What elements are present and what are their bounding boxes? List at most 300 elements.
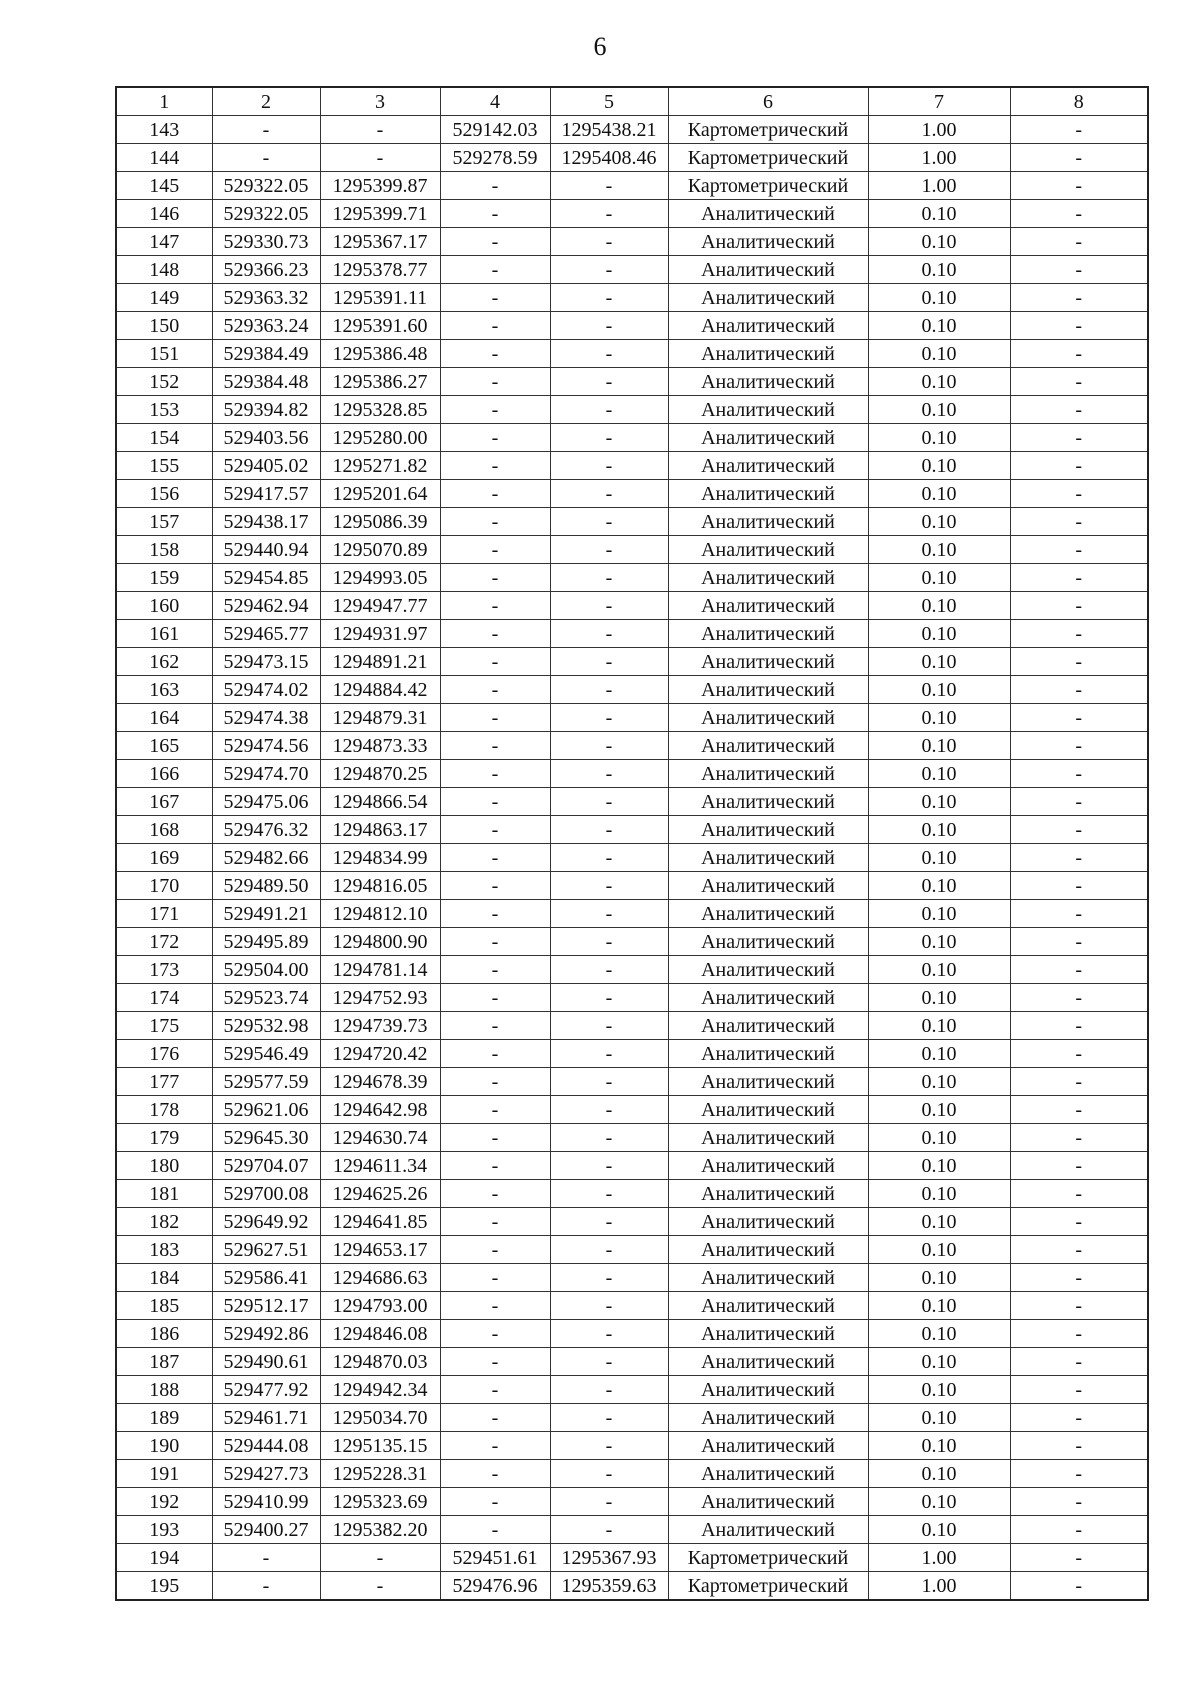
table-cell: - [1010, 676, 1148, 704]
table-row [116, 536, 1148, 564]
table-cell: 0.10 [868, 1096, 1010, 1124]
table-cell: 0.10 [868, 452, 1010, 480]
table-cell: - [1010, 1152, 1148, 1180]
table-cell: 148 [116, 256, 212, 284]
table-cell: 154 [116, 424, 212, 452]
table-cell: 529474.56 [212, 732, 320, 760]
table-cell: 1295323.69 [320, 1488, 440, 1516]
table-row [116, 564, 1148, 592]
table-cell: - [440, 900, 550, 928]
table-cell: Аналитический [668, 1264, 868, 1292]
table-cell: - [440, 1180, 550, 1208]
table-cell: 0.10 [868, 844, 1010, 872]
table-cell: - [440, 1404, 550, 1432]
table-cell: - [550, 704, 668, 732]
table-cell: 529384.48 [212, 368, 320, 396]
table-cell: Аналитический [668, 312, 868, 340]
table-cell: 177 [116, 1068, 212, 1096]
table-cell: 529475.06 [212, 788, 320, 816]
table-cell: 529504.00 [212, 956, 320, 984]
table-cell: - [212, 1572, 320, 1601]
table-cell: Аналитический [668, 1124, 868, 1152]
table-cell: - [1010, 760, 1148, 788]
table-cell: - [1010, 480, 1148, 508]
table-cell: 529400.27 [212, 1516, 320, 1544]
table-cell: 1.00 [868, 172, 1010, 200]
table-row [116, 1236, 1148, 1264]
table-cell: 0.10 [868, 1348, 1010, 1376]
table-cell: 175 [116, 1012, 212, 1040]
table-cell: - [440, 368, 550, 396]
table-cell: - [440, 1264, 550, 1292]
column-header: 7 [868, 87, 1010, 116]
table-cell: 0.10 [868, 480, 1010, 508]
table-cell: 0.10 [868, 984, 1010, 1012]
table-cell: - [550, 536, 668, 564]
table-cell: Аналитический [668, 424, 868, 452]
table-cell: - [1010, 1544, 1148, 1572]
table-cell: - [550, 788, 668, 816]
table-cell: 1295228.31 [320, 1460, 440, 1488]
table-cell: - [550, 284, 668, 312]
table-cell: - [1010, 340, 1148, 368]
table-cell: 529278.59 [440, 144, 550, 172]
table-cell: - [1010, 1460, 1148, 1488]
table-cell: 1.00 [868, 1572, 1010, 1601]
table-cell: 0.10 [868, 256, 1010, 284]
table-row [116, 1264, 1148, 1292]
table-cell: - [440, 844, 550, 872]
table-cell: 1295135.15 [320, 1432, 440, 1460]
table-cell: 1294816.05 [320, 872, 440, 900]
table-cell: 187 [116, 1348, 212, 1376]
table-row [116, 1376, 1148, 1404]
table-cell: 529438.17 [212, 508, 320, 536]
table-cell: 1295359.63 [550, 1572, 668, 1601]
table-cell: 0.10 [868, 1068, 1010, 1096]
table-cell: 529410.99 [212, 1488, 320, 1516]
table-cell: - [550, 816, 668, 844]
table-cell: - [1010, 1236, 1148, 1264]
table-cell: 529489.50 [212, 872, 320, 900]
page-number: 6 [593, 32, 607, 61]
table-cell: 1294870.03 [320, 1348, 440, 1376]
table-cell: Аналитический [668, 1180, 868, 1208]
table-cell: 1295386.27 [320, 368, 440, 396]
table-cell: - [550, 396, 668, 424]
table-cell: Аналитический [668, 1376, 868, 1404]
table-cell: 529523.74 [212, 984, 320, 1012]
table-cell: 182 [116, 1208, 212, 1236]
table-cell: - [1010, 1124, 1148, 1152]
table-cell: - [1010, 1180, 1148, 1208]
table-cell: 192 [116, 1488, 212, 1516]
table-cell: 529451.61 [440, 1544, 550, 1572]
table-cell: Аналитический [668, 1404, 868, 1432]
table-cell: 0.10 [868, 620, 1010, 648]
table-cell: Аналитический [668, 396, 868, 424]
table-cell: 1294630.74 [320, 1124, 440, 1152]
table-cell: - [440, 732, 550, 760]
table-cell: Аналитический [668, 592, 868, 620]
table-cell: - [1010, 396, 1148, 424]
table-cell: 1294947.77 [320, 592, 440, 620]
table-row [116, 788, 1148, 816]
table-cell: - [550, 676, 668, 704]
table-cell: - [1010, 1404, 1148, 1432]
table-cell: 0.10 [868, 732, 1010, 760]
table-cell: 174 [116, 984, 212, 1012]
table-row [116, 172, 1148, 200]
table-cell: 0.10 [868, 424, 1010, 452]
table-cell: 1295378.77 [320, 256, 440, 284]
table-cell: - [1010, 732, 1148, 760]
table-cell: 0.10 [868, 928, 1010, 956]
table-cell: - [440, 648, 550, 676]
table-cell: - [1010, 312, 1148, 340]
table-cell: 529577.59 [212, 1068, 320, 1096]
table-cell: Аналитический [668, 620, 868, 648]
table-cell: 1294993.05 [320, 564, 440, 592]
table-row [116, 1572, 1148, 1601]
table-row [116, 480, 1148, 508]
table-row [116, 984, 1148, 1012]
table-cell: - [1010, 620, 1148, 648]
table-cell: 176 [116, 1040, 212, 1068]
table-cell: 149 [116, 284, 212, 312]
table-cell: 1294625.26 [320, 1180, 440, 1208]
table-cell: - [550, 1376, 668, 1404]
table-cell: 0.10 [868, 1236, 1010, 1264]
table-cell: Аналитический [668, 1096, 868, 1124]
table-cell: - [440, 1292, 550, 1320]
table-cell: 161 [116, 620, 212, 648]
table-cell: 0.10 [868, 228, 1010, 256]
table-cell: - [1010, 1096, 1148, 1124]
table-cell: - [550, 172, 668, 200]
table-row [116, 200, 1148, 228]
table-cell: 1295070.89 [320, 536, 440, 564]
table-cell: 1294879.31 [320, 704, 440, 732]
table-row [116, 1516, 1148, 1544]
table-cell: Аналитический [668, 1236, 868, 1264]
table-row [116, 676, 1148, 704]
table-cell: - [440, 1516, 550, 1544]
table-cell: Аналитический [668, 1068, 868, 1096]
table-cell: 150 [116, 312, 212, 340]
table-cell: 529363.32 [212, 284, 320, 312]
table-row [116, 144, 1148, 172]
table-cell: 0.10 [868, 1320, 1010, 1348]
table-cell: - [440, 1348, 550, 1376]
table-cell: 157 [116, 508, 212, 536]
table-cell: - [550, 452, 668, 480]
table-row [116, 732, 1148, 760]
column-header: 6 [668, 87, 868, 116]
table-cell: Аналитический [668, 900, 868, 928]
table-row [116, 284, 1148, 312]
table-cell: - [440, 228, 550, 256]
table-cell: - [550, 1208, 668, 1236]
table-cell: - [550, 1348, 668, 1376]
table-cell: 155 [116, 452, 212, 480]
table-cell: 1295201.64 [320, 480, 440, 508]
table-cell: Аналитический [668, 536, 868, 564]
table-cell: Аналитический [668, 760, 868, 788]
table-cell: - [550, 1040, 668, 1068]
table-cell: - [550, 368, 668, 396]
table-cell: Аналитический [668, 676, 868, 704]
table-cell: - [1010, 1488, 1148, 1516]
table-cell: 1.00 [868, 144, 1010, 172]
table-cell: - [550, 1404, 668, 1432]
table-cell: 193 [116, 1516, 212, 1544]
table-cell: 529476.32 [212, 816, 320, 844]
table-cell: 1294942.34 [320, 1376, 440, 1404]
table-cell: 529363.24 [212, 312, 320, 340]
table-cell: - [550, 732, 668, 760]
table-cell: 181 [116, 1180, 212, 1208]
table-cell: - [440, 676, 550, 704]
table-cell: Картометрический [668, 1572, 868, 1601]
table-cell: - [1010, 1376, 1148, 1404]
table-row [116, 368, 1148, 396]
table-cell: 0.10 [868, 1152, 1010, 1180]
table-cell: - [1010, 704, 1148, 732]
table-cell: - [440, 788, 550, 816]
table-cell: - [1010, 900, 1148, 928]
table-cell: Аналитический [668, 956, 868, 984]
table-cell: 1294720.42 [320, 1040, 440, 1068]
table-cell: Аналитический [668, 340, 868, 368]
table-cell: 144 [116, 144, 212, 172]
table-cell: Аналитический [668, 228, 868, 256]
table-cell: 529384.49 [212, 340, 320, 368]
table-cell: 195 [116, 1572, 212, 1601]
table-cell: - [1010, 1432, 1148, 1460]
table-cell: Аналитический [668, 1460, 868, 1488]
table-cell: - [440, 480, 550, 508]
table-cell: 0.10 [868, 368, 1010, 396]
table-row [116, 956, 1148, 984]
table-cell: 172 [116, 928, 212, 956]
table-cell: - [550, 1516, 668, 1544]
column-header: 3 [320, 87, 440, 116]
table-cell: 1295399.87 [320, 172, 440, 200]
table-cell: - [550, 312, 668, 340]
table-cell: 1295382.20 [320, 1516, 440, 1544]
table-cell: Аналитический [668, 788, 868, 816]
table-cell: - [1010, 1516, 1148, 1544]
table-cell: - [440, 1152, 550, 1180]
table-cell: 1294884.42 [320, 676, 440, 704]
table-cell: 529649.92 [212, 1208, 320, 1236]
table-cell: - [440, 1124, 550, 1152]
table-cell: 0.10 [868, 1516, 1010, 1544]
table-cell: 170 [116, 872, 212, 900]
table-cell: 191 [116, 1460, 212, 1488]
table-cell: Аналитический [668, 1292, 868, 1320]
table-cell: 529427.73 [212, 1460, 320, 1488]
table-cell: 529322.05 [212, 200, 320, 228]
table-cell: - [1010, 564, 1148, 592]
table-cell: 529495.89 [212, 928, 320, 956]
table-row [116, 340, 1148, 368]
table-cell: 189 [116, 1404, 212, 1432]
table-cell: 529474.38 [212, 704, 320, 732]
table-cell: 1294800.90 [320, 928, 440, 956]
table-row [116, 1180, 1148, 1208]
table-cell: Аналитический [668, 508, 868, 536]
table-row [116, 704, 1148, 732]
table-cell: - [320, 116, 440, 144]
table-cell: 1295086.39 [320, 508, 440, 536]
table-row [116, 900, 1148, 928]
table-cell: 1294866.54 [320, 788, 440, 816]
table-cell: - [550, 228, 668, 256]
table-cell: 0.10 [868, 1488, 1010, 1516]
table-cell: 147 [116, 228, 212, 256]
table-cell: 529394.82 [212, 396, 320, 424]
table-cell: 0.10 [868, 760, 1010, 788]
table-cell: 180 [116, 1152, 212, 1180]
table-cell: 0.10 [868, 1264, 1010, 1292]
table-row [116, 452, 1148, 480]
table-cell: 1295328.85 [320, 396, 440, 424]
table-cell: 1294752.93 [320, 984, 440, 1012]
table-cell: - [1010, 508, 1148, 536]
table-cell: - [440, 396, 550, 424]
table-cell: 529366.23 [212, 256, 320, 284]
table-cell: - [550, 648, 668, 676]
table-cell: Аналитический [668, 284, 868, 312]
table-cell: Аналитический [668, 1208, 868, 1236]
table-cell: 145 [116, 172, 212, 200]
table-cell: 159 [116, 564, 212, 592]
table-cell: - [440, 816, 550, 844]
table-cell: 0.10 [868, 340, 1010, 368]
table-cell: 529474.70 [212, 760, 320, 788]
table-cell: 156 [116, 480, 212, 508]
table-cell: - [550, 592, 668, 620]
table-cell: 0.10 [868, 956, 1010, 984]
table-cell: 160 [116, 592, 212, 620]
table-cell: 164 [116, 704, 212, 732]
table-cell: - [550, 984, 668, 1012]
table-cell: - [550, 1292, 668, 1320]
table-cell: 169 [116, 844, 212, 872]
table-cell: Аналитический [668, 256, 868, 284]
table-cell: 0.10 [868, 1208, 1010, 1236]
table-cell: 0.10 [868, 284, 1010, 312]
table-cell: - [1010, 1208, 1148, 1236]
table-cell: - [1010, 1572, 1148, 1601]
table-cell: Аналитический [668, 480, 868, 508]
table-cell: 1295367.17 [320, 228, 440, 256]
table-cell: 194 [116, 1544, 212, 1572]
table-row [116, 312, 1148, 340]
table-cell: 1295271.82 [320, 452, 440, 480]
table-cell: 1295391.60 [320, 312, 440, 340]
table-cell: 151 [116, 340, 212, 368]
table-cell: - [440, 536, 550, 564]
table-cell: 529482.66 [212, 844, 320, 872]
table-cell: 1294781.14 [320, 956, 440, 984]
table-cell: - [550, 424, 668, 452]
table-cell: - [440, 256, 550, 284]
table-cell: 0.10 [868, 704, 1010, 732]
table-cell: 152 [116, 368, 212, 396]
table-cell: - [1010, 144, 1148, 172]
table-cell: - [1010, 228, 1148, 256]
table-cell: - [550, 508, 668, 536]
table-row [116, 1292, 1148, 1320]
table-cell: - [440, 704, 550, 732]
coordinates-table [115, 86, 1149, 1601]
table-cell: - [550, 1236, 668, 1264]
table-cell: 529462.94 [212, 592, 320, 620]
table-cell: Аналитический [668, 368, 868, 396]
table-cell: - [440, 284, 550, 312]
table-row [116, 1208, 1148, 1236]
table-cell: Аналитический [668, 1488, 868, 1516]
table-cell: Аналитический [668, 1348, 868, 1376]
table-cell: 183 [116, 1236, 212, 1264]
table-cell: - [550, 480, 668, 508]
table-cell: Аналитический [668, 732, 868, 760]
table-cell: 1295367.93 [550, 1544, 668, 1572]
table-cell: - [1010, 816, 1148, 844]
table-cell: Картометрический [668, 172, 868, 200]
table-cell: 1294611.34 [320, 1152, 440, 1180]
table-cell: Аналитический [668, 984, 868, 1012]
table-cell: - [550, 956, 668, 984]
table-cell: 529492.86 [212, 1320, 320, 1348]
table-row [116, 1404, 1148, 1432]
table-cell: - [1010, 788, 1148, 816]
table-cell: - [550, 620, 668, 648]
table-row [116, 1068, 1148, 1096]
column-header: 5 [550, 87, 668, 116]
table-cell: - [550, 564, 668, 592]
table-cell: Аналитический [668, 1012, 868, 1040]
table-cell: - [550, 1012, 668, 1040]
table-cell: 529586.41 [212, 1264, 320, 1292]
table-cell: - [550, 1180, 668, 1208]
table-cell: - [550, 760, 668, 788]
table-cell: 529403.56 [212, 424, 320, 452]
table-cell: 0.10 [868, 1292, 1010, 1320]
table-cell: - [440, 984, 550, 1012]
table-cell: 1294653.17 [320, 1236, 440, 1264]
table-cell: - [1010, 424, 1148, 452]
table-row [116, 508, 1148, 536]
table-cell: - [440, 1208, 550, 1236]
table-row [116, 1012, 1148, 1040]
table-row [116, 648, 1148, 676]
table-row [116, 1544, 1148, 1572]
table-cell: Аналитический [668, 816, 868, 844]
table-cell: - [1010, 116, 1148, 144]
table-cell: 1295408.46 [550, 144, 668, 172]
table-cell: - [550, 200, 668, 228]
table-cell: 0.10 [868, 1040, 1010, 1068]
table-cell: 0.10 [868, 788, 1010, 816]
table-cell: 165 [116, 732, 212, 760]
table-cell: 529621.06 [212, 1096, 320, 1124]
table-cell: 0.10 [868, 312, 1010, 340]
table-row [116, 256, 1148, 284]
